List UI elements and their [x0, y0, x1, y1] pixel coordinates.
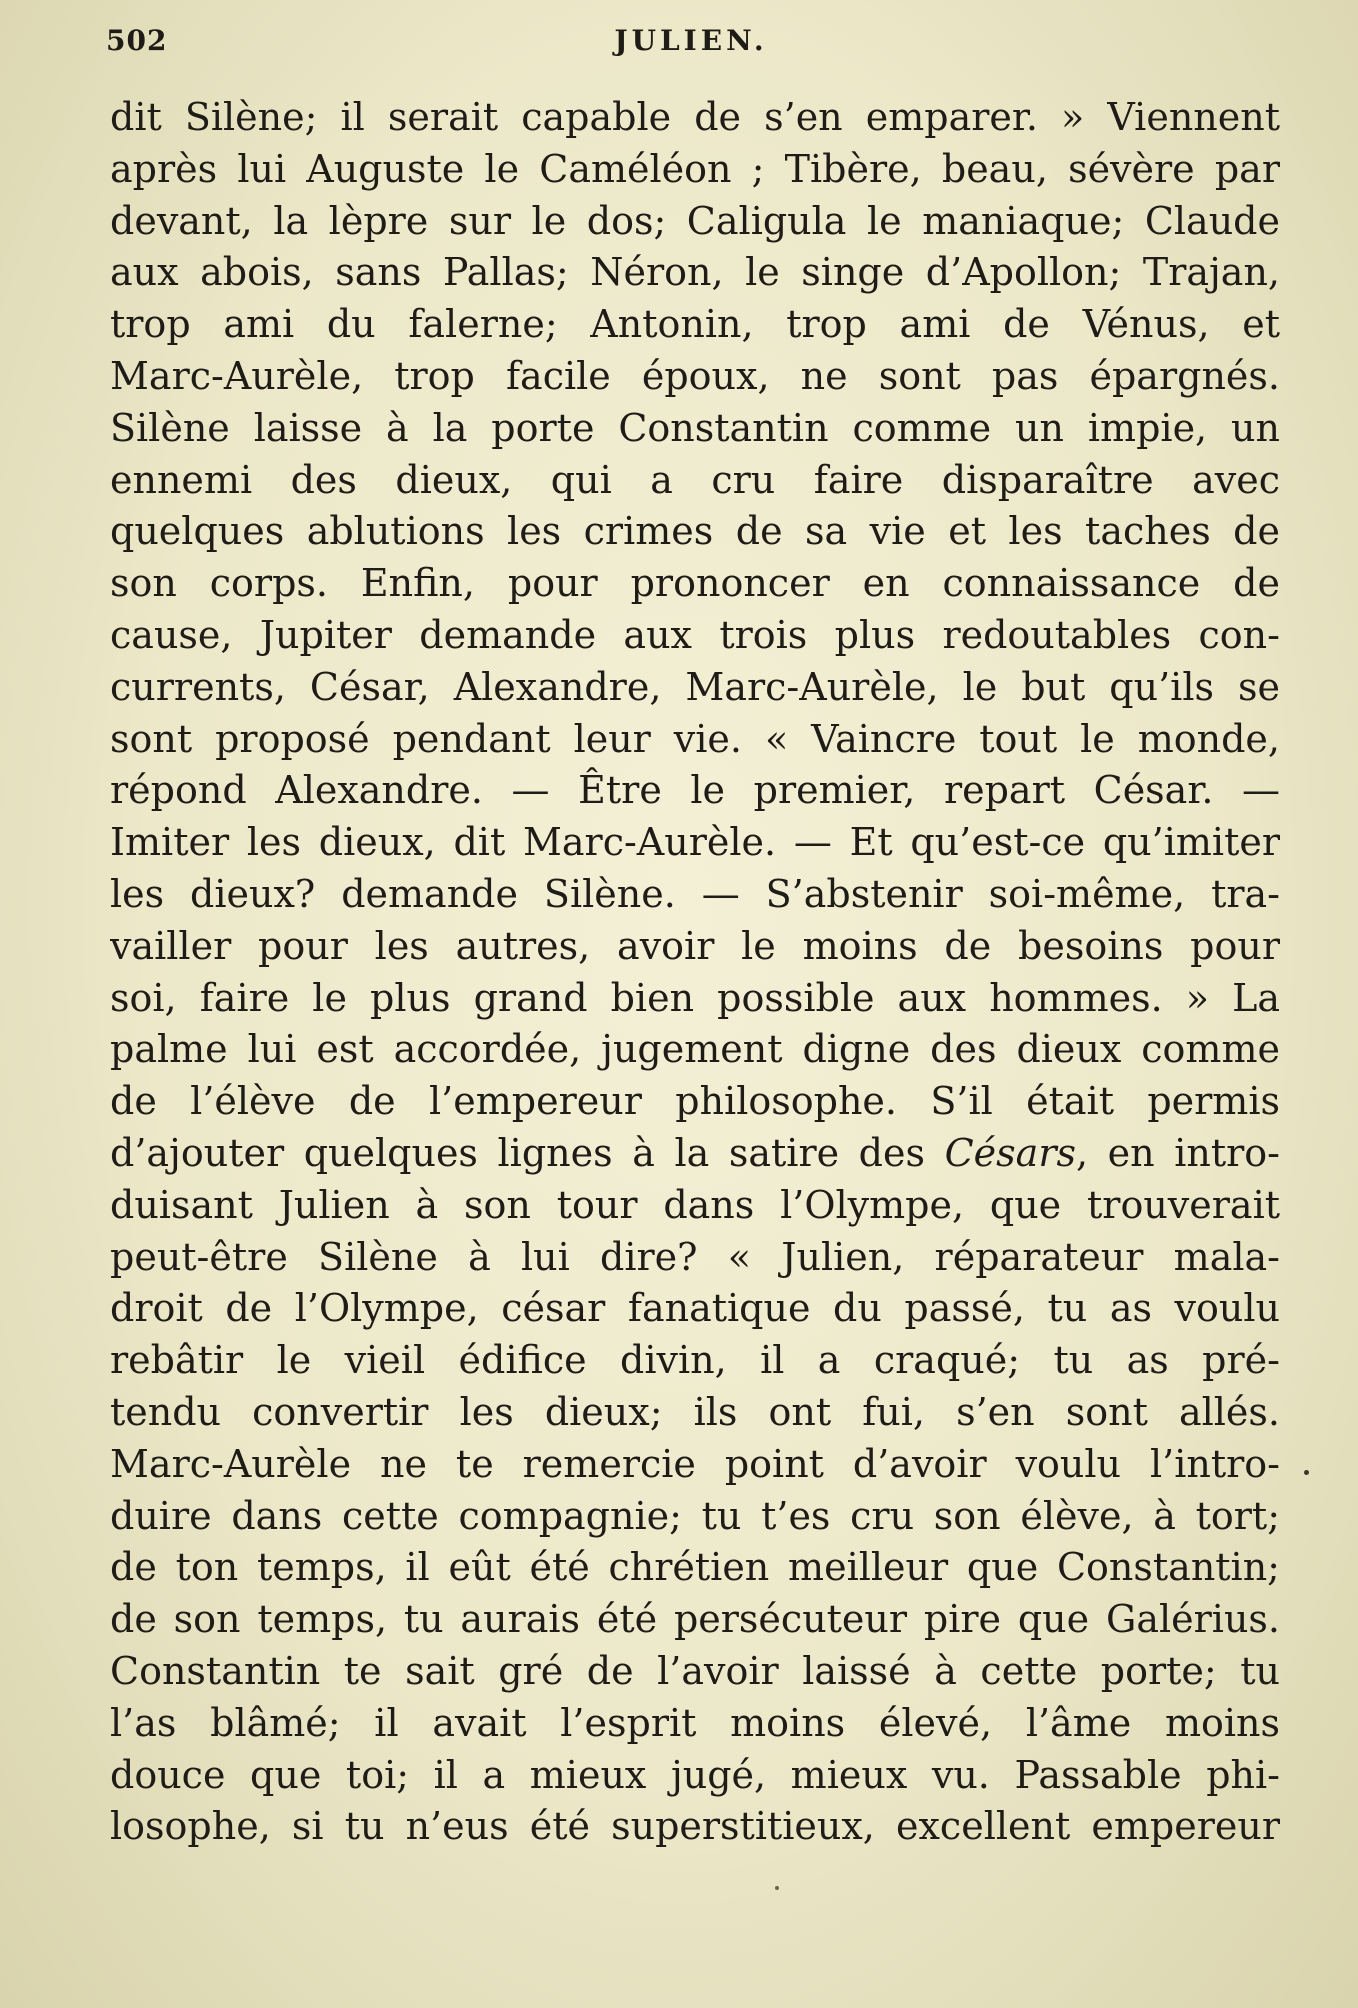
- text-line: currents, César, Alexandre, Marc-Aurèle, le but qu’ils se: [110, 664, 1280, 709]
- text-line: aux abois, sans Pallas; Néron, le singe d’Apollon; Trajan,: [110, 250, 1280, 295]
- page-number: 502: [106, 24, 168, 57]
- text-line: palme lui est accordée, jugement digne des dieux comme: [110, 1027, 1280, 1072]
- text-line: trop ami du falerne; Antonin, trop ami de Vénus, et: [110, 302, 1280, 347]
- text-line: de l’élève de l’empereur philosophe. S’il était permis: [110, 1079, 1280, 1124]
- text-line: de son temps, tu aurais été persécuteur pire que Galérius.: [110, 1597, 1280, 1642]
- text-line: tendu convertir les dieux; ils ont fui, s’en sont allés.: [110, 1389, 1280, 1434]
- text-line: duire dans cette compagnie; tu t’es cru son élève, à tort;: [110, 1493, 1280, 1538]
- text-line: ennemi des dieux, qui a cru faire disparaître avec: [110, 457, 1280, 502]
- text-line: duisant Julien à son tour dans l’Olympe, que trouverait: [110, 1182, 1280, 1227]
- text-line: après lui Auguste le Caméléon ; Tibère, beau, sévère par: [110, 146, 1280, 191]
- text-line: Marc-Aurèle ne te remercie point d’avoir voulu l’intro-: [110, 1441, 1280, 1486]
- text-line: Marc-Aurèle, trop facile époux, ne sont pas épargnés.: [110, 353, 1280, 398]
- text-line: soi, faire le plus grand bien possible aux hommes. » La: [110, 975, 1280, 1020]
- text-line-with-italic: [110, 1128, 1280, 1180]
- text-line: de ton temps, il eût été chrétien meilleur que Constantin;: [110, 1545, 1280, 1590]
- text-line: losophe, si tu n’eus été superstitieux, excellent empereur: [110, 1804, 1280, 1849]
- text-line: devant, la lèpre sur le dos; Caligula le maniaque; Claude: [110, 198, 1280, 243]
- text-segment: , en intro-: [1075, 1130, 1280, 1175]
- italic-title: Césars: [944, 1130, 1076, 1175]
- text-line: Imiter les dieux, dit Marc-Aurèle. — Et qu’est-ce qu’imiter: [110, 820, 1280, 865]
- text-line: quelques ablutions les crimes de sa vie et les taches de: [110, 509, 1280, 554]
- text-line: douce que toi; il a mieux jugé, mieux vu. Passable phi-: [110, 1752, 1280, 1797]
- text-line: vailler pour les autres, avoir le moins de besoins pour: [110, 923, 1280, 968]
- running-title: JULIEN.: [614, 24, 768, 57]
- text-line: sont proposé pendant leur vie. « Vaincre tout le monde,: [110, 716, 1280, 761]
- text-segment: d’ajouter quelques lignes à la satire des: [110, 1130, 945, 1175]
- body-text: [110, 92, 1280, 1853]
- text-line: Silène laisse à la porte Constantin comme un impie, un: [110, 405, 1280, 450]
- text-line: peut-être Silène à lui dire? « Julien, réparateur mala-: [110, 1234, 1280, 1279]
- text-line: répond Alexandre. — Être le premier, repart César. —: [110, 768, 1280, 813]
- text-line: cause, Jupiter demande aux trois plus redoutables con-: [110, 612, 1280, 657]
- text-line: rebâtir le vieil édifice divin, il a craqué; tu as pré-: [110, 1338, 1280, 1383]
- text-line: Constantin te sait gré de l’avoir laissé à cette porte; tu: [110, 1648, 1280, 1693]
- text-line: les dieux? demande Silène. — S’abstenir soi-même, tra-: [110, 871, 1280, 916]
- text-line: l’as blâmé; il avait l’esprit moins élevé, l’âme moins: [110, 1700, 1280, 1745]
- paper-speck: [775, 1886, 779, 1890]
- margin-mark: [1304, 1470, 1309, 1475]
- text-line: droit de l’Olympe, césar fanatique du passé, tu as voulu: [110, 1286, 1280, 1331]
- text-line: dit Silène; il serait capable de s’en emparer. » Viennent: [110, 95, 1280, 139]
- page-header: [106, 24, 1276, 64]
- text-line: son corps. Enfin, pour prononcer en connaissance de: [110, 561, 1280, 606]
